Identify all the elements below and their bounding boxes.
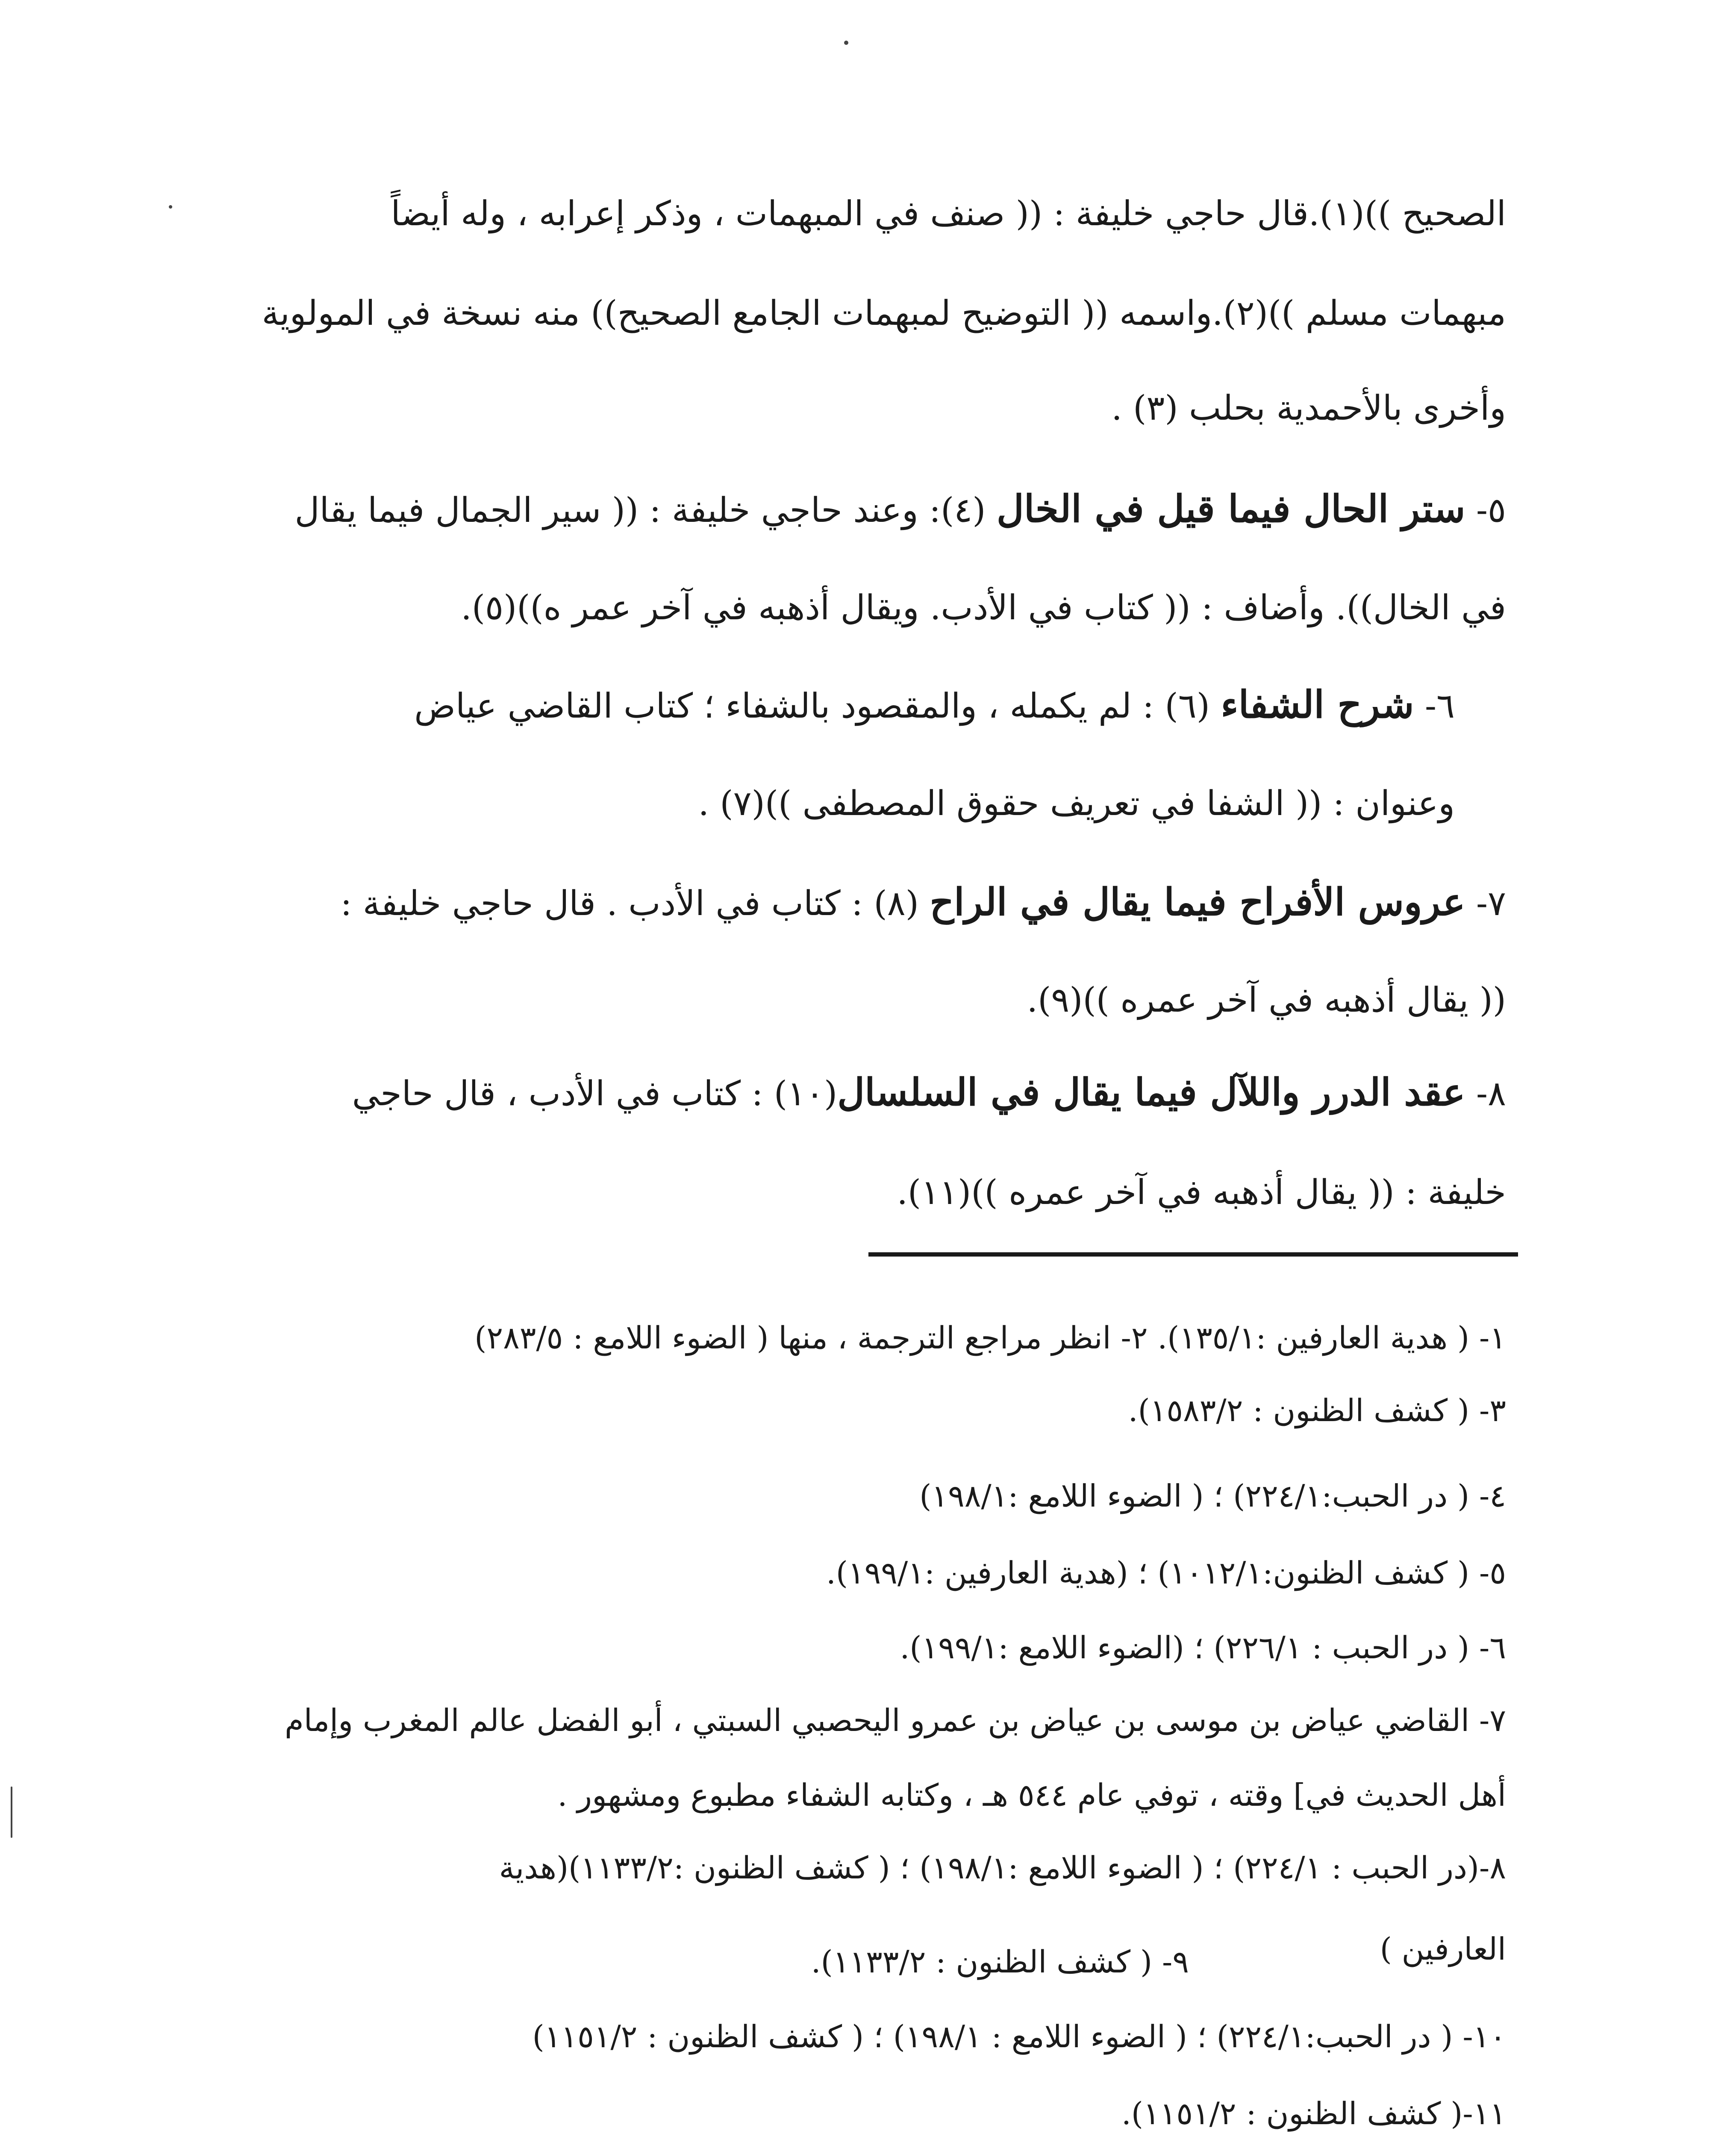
footnote: ١١-( كشف الظنون : ١١٥١/٢).: [1121, 2096, 1506, 2131]
footnote: ٣- ( كشف الظنون : ١٥٨٣/٢).: [1128, 1392, 1506, 1428]
footnote: العارفين ): [1380, 1931, 1506, 1967]
body-line: (( يقال أذهبه في آخر عمره ))(٩).: [1027, 980, 1506, 1020]
footnote: ٧- القاضي عياض بن موسى بن عياض بن عمرو اليحصبي السبتي ، أبو الفضل عالم المغرب وإمام: [285, 1702, 1506, 1738]
body-line: وأخرى بالأحمدية بحلب (٣) .: [1111, 388, 1506, 428]
entry-number: ٧-: [1465, 883, 1506, 923]
footnote: ١٠- ( در الحبب:٢٢٤/١) ؛ ( الضوء اللامع : ١٩٨/١) ؛ ( كشف الظنون : ١١٥١/٢): [532, 2019, 1506, 2055]
footnote-separator: [868, 1252, 1518, 1257]
entry-title: عقد الدرر واللآل فيما يقال في السلسال: [837, 1070, 1465, 1114]
footnote: ٥- ( كشف الظنون:١٠١٢/١) ؛ (هدية العارفين :١٩٩/١).: [826, 1555, 1506, 1591]
scan-mark: [11, 1787, 12, 1838]
entry-number: ٨-: [1465, 1074, 1506, 1113]
body-line: خليفة : (( يقال أذهبه في آخر عمره ))(١١).: [897, 1172, 1506, 1212]
entry-title: ستر الحال فيما قيل في الخال: [996, 486, 1465, 531]
footnote: ٦- ( در الحبب : ٢٢٦/١) ؛ (الضوء اللامع :١٩٩/١).: [900, 1630, 1506, 1666]
entry-7: [341, 880, 1506, 925]
footnote: ٤- ( در الحبب:٢٢٤/١) ؛ ( الضوء اللامع :١٩٨/١): [919, 1478, 1506, 1514]
entry-number: ٥-: [1465, 490, 1506, 530]
entry-number: ٦-: [1414, 686, 1455, 726]
body-line: وعنوان : (( الشفا في تعريف حقوق المصطفى ))(٧) .: [698, 783, 1455, 823]
entry-5: [294, 487, 1506, 532]
body-line: في الخال)). وأضاف : (( كتاب في الأدب. ويقال أذهبه في آخر عمر ه))(٥).: [461, 588, 1506, 627]
footnote: ٩- ( كشف الظنون : ١١٣٣/٢).: [811, 1944, 1189, 1980]
scan-speck: [844, 41, 848, 45]
body-line: الصحيح ))(١).قال حاجي خليفة : (( صنف في المبهمات ، وذكر إعرابه ، وله أيضاً: [391, 194, 1506, 233]
entry-text: (١٠) : كتاب في الأدب ، قال حاجي: [352, 1074, 838, 1113]
entry-6: [414, 683, 1455, 727]
footnote: أهل الحديث في] وقته ، توفي عام ٥٤٤ هـ ، وكتابه الشفاء مطبوع ومشهور .: [557, 1777, 1506, 1813]
entry-text: (٤): وعند حاجي خليفة : (( سير الجمال فيما يقال: [294, 490, 997, 530]
scan-speck: [169, 205, 172, 209]
footnote: ١- ( هدية العارفين :١٣٥/١). ٢- انظر مراجع الترجمة ، منها ( الضوء اللامع : ٢٨٣/٥): [474, 1320, 1506, 1356]
entry-title: شرح الشفاء: [1221, 682, 1414, 727]
footnote: ٨-(در الحبب : ٢٢٤/١) ؛ ( الضوء اللامع :١٩٨/١) ؛ ( كشف الظنون :١١٣٣/٢)(هدية: [499, 1850, 1506, 1886]
entry-text: (٨) : كتاب في الأدب . قال حاجي خليفة :: [340, 883, 930, 923]
entry-8: [352, 1071, 1506, 1115]
entry-text: (٦) : لم يكمله ، والمقصود بالشفاء ؛ كتاب القاضي عياض: [414, 686, 1221, 726]
entry-title: عروس الأفراح فيما يقال في الراح: [930, 880, 1465, 924]
body-line: مبهمات مسلم ))(٢).واسمه (( التوضيح لمبهمات الجامع الصحيح)) منه نسخة في المولوية: [262, 293, 1506, 333]
